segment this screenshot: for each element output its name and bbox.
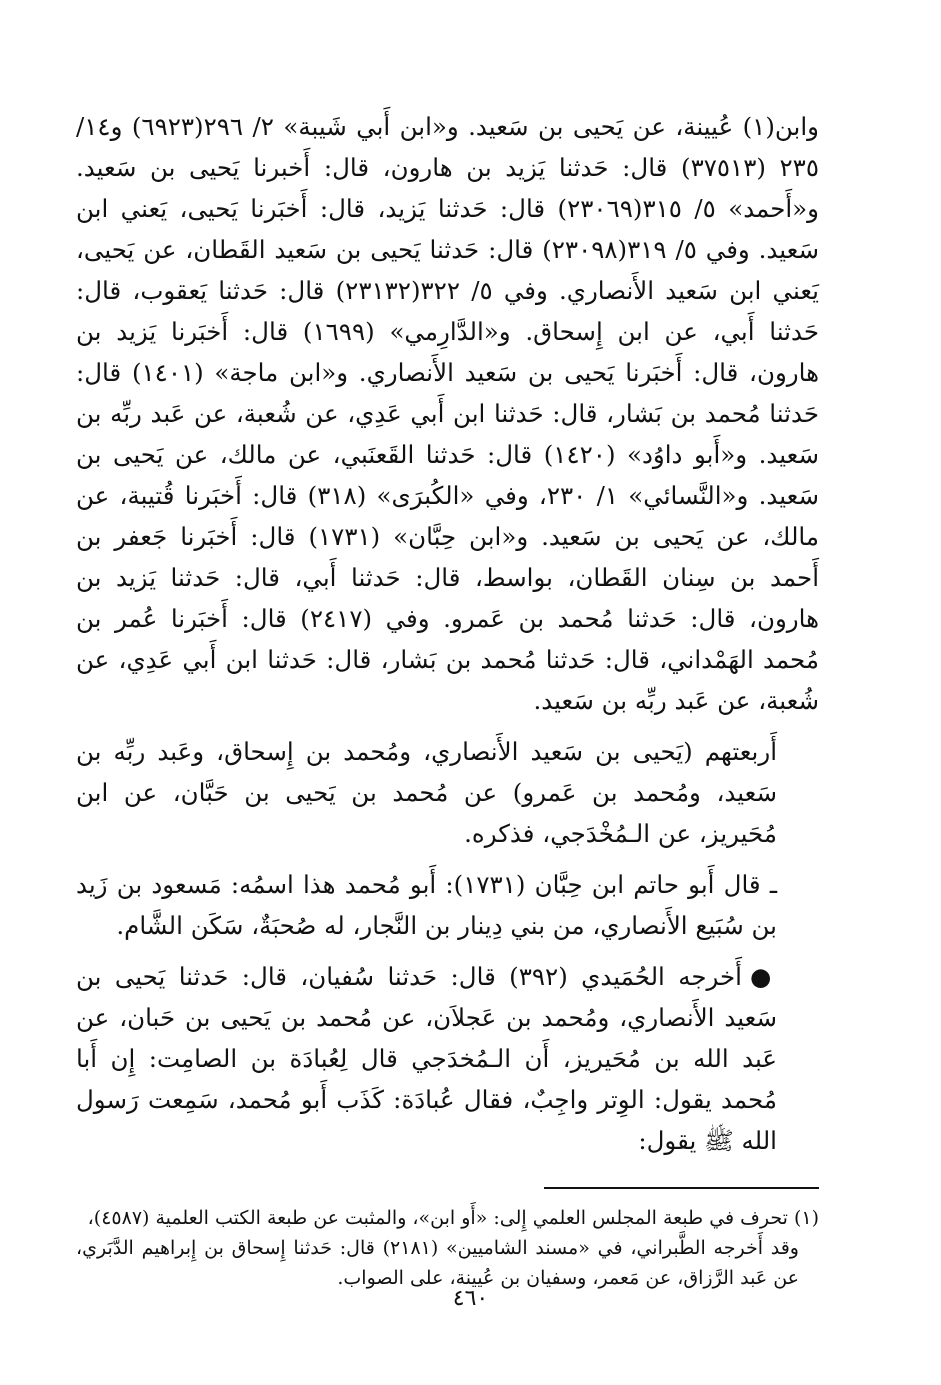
paragraph-isnad-summary: أَربعتهم (يَحيى بن سَعيد الأَنصاري، ومُحمد بن إِسحاق، وعَبد ربِّه بن سَعيد، ومُحمد بن عَمرو) عن مُحمد بن يَحيى بن حَبَّان، عن ابن مُحَيريز، عن الـمُخْدَجي، فذكره. [76,737,777,848]
paragraph-humaydi [76,956,819,1161]
footnote-separator [544,1187,819,1189]
bullet-marker: ● [750,962,777,991]
paragraph-ibn-hibban-note: ـ قال أَبو حاتم ابن حِبَّان (١٧٣١): أَبو مُحمد هذا اسمُه: مَسعود بن زَيد بن سُبَيع الأَنصاري، من بني دِينار بن النَّجار، له صُحبَةٌ، سَكَن الشَّام. [76,870,777,940]
main-text [76,106,819,1161]
paragraph-humaydi-text: أَخرجه الحُمَيدي (٣٩٢) قال: حَدثنا سُفيان، قال: حَدثنا يَحيى بن سَعيد الأَنصاري، ومُحمد بن عَجلاَن، عن مُحمد بن يَحيى بن حَبان، عن عَبد الله بن مُحَيريز، أَن الـمُخدَجي قال لِعُبادَة بن الصامِت: إِن أَبا مُحمد يقول: الوِتر واجِبٌ، فقال عُبادَة: كَذَب أَبو مُحمد، سَمِعت رَسول الله ﷺ يقول: [76,962,777,1155]
footnote-1-line-2: وقد أَخرجه الطَّبراني، في «مسند الشاميين» (٢١٨١) قال: حَدثنا إِسحاق بن إِبراهيم الدَّبَري، عن عَبد الرَّزاق، عن مَعمر، وسفيان بن عُيينة، على الصواب. [76,1237,799,1289]
footnotes [76,1203,819,1293]
page-number: ٤٦٠ [452,1286,489,1311]
paragraph-takhrij: وابن(١) عُيينة، عن يَحيى بن سَعيد. و«ابن أَبي شَيبة» ٢/ ٢٩٦(٦٩٢٣) و١٤/ ٢٣٥ (٣٧٥١٣) قال: حَدثنا يَزيد بن هارون، قال: أَخبرنا يَحيى بن سَعيد. و«أَحمد» ٥/ ٣١٥(٢٣٠٦٩) قال: حَدثنا يَزيد، قال: أَخبَرنا يَحيى، يَعني ابن سَعيد. وفي ٥/ ٣١٩(٢٣٠٩٨) قال: حَدثنا يَحيى بن سَعيد القَطان، عن يَحيى، يَعني ابن سَعيد الأَنصاري. وفي ٥/ ٣٢٢(٢٣١٣٢) قال: حَدثنا يَعقوب، قال: حَدثنا أَبي، عن ابن إِسحاق. و«الدَّارِمي» (١٦٩٩) قال: أَخبَرنا يَزيد بن هارون، قال: أَخبَرنا يَحيى بن سَعيد الأَنصاري. و«ابن ماجة» (١٤٠١) قال: حَدثنا مُحمد بن بَشار، قال: حَدثنا ابن أَبي عَدِي، عن شُعبة، عن عَبد ربِّه بن سَعيد. و«أَبو داوُد» (١٤٢٠) قال: حَدثنا القَعنَبي، عن مالك، عن يَحيى بن سَعيد. و«النَّسائي» ١/ ٢٣٠، وفي «الكُبرَى» (٣١٨) قال: أَخبَرنا قُتيبة، عن مالك، عن يَحيى بن سَعيد. و«ابن حِبَّان» (١٧٣١) قال: أَخبَرنا جَعفر بن أَحمد بن سِنان القَطان، بواسط، قال: حَدثنا أَبي، قال: حَدثنا يَزيد بن هارون، قال: حَدثنا مُحمد بن عَمرو. وفي (٢٤١٧) قال: أَخبَرنا عُمر بن مُحمد الهَمْداني، قال: حَدثنا مُحمد بن بَشار، قال: حَدثنا ابن أَبي عَدِي، عن شُعبة، عن عَبد ربِّه بن سَعيد. [76,112,820,715]
footnote-1-line-1: (١) تحرف في طبعة المجلس العلمي إِلى: «أَو ابن»، والمثبت عن طبعة الكتب العلمية (٤٥٨٧)، [87,1207,819,1229]
